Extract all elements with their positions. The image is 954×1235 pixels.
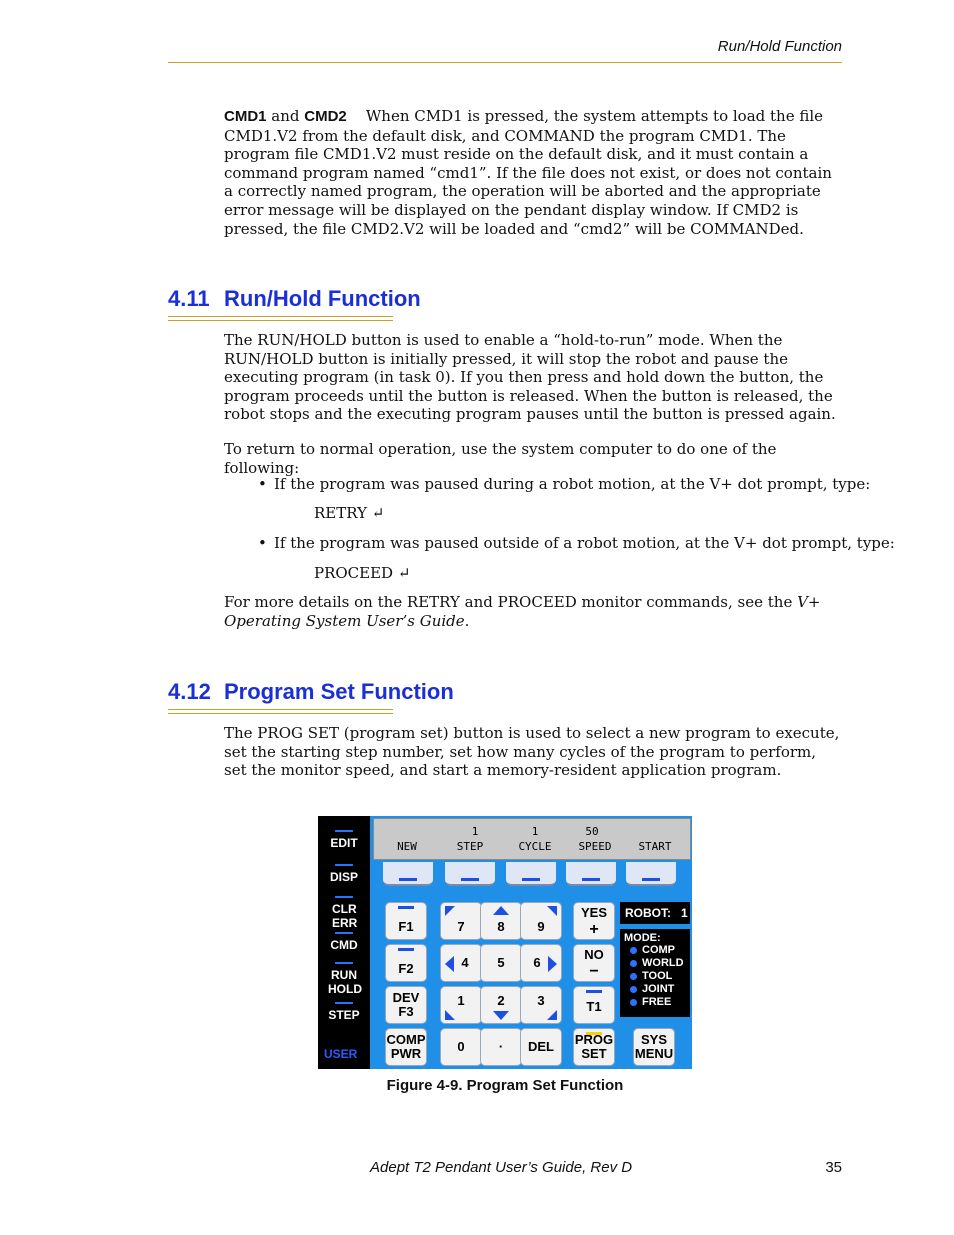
up-arrow-icon [493, 906, 509, 915]
mode-dot-icon [630, 947, 637, 954]
mode-dot-icon [630, 986, 637, 993]
key-9[interactable]: 9 [520, 902, 562, 940]
section-heading: Program Set Function [224, 679, 454, 704]
para-text: . [464, 611, 470, 630]
display-value: 1 [531, 825, 539, 838]
clr-err-key[interactable]: CLR ERR [318, 896, 370, 930]
bullet-text: If the program was paused outside of a robot motion, at the V+ dot prompt, type: [274, 534, 895, 552]
bullet: • [258, 534, 267, 552]
up-right-arrow-icon [547, 906, 557, 916]
user-label: USER [324, 1047, 358, 1061]
up-left-arrow-icon [445, 906, 455, 916]
comp-pwr-key[interactable]: COMP PWR [385, 1028, 427, 1066]
bullet: • [258, 475, 267, 493]
cmd1-label: CMD1 [224, 108, 267, 125]
key-0[interactable]: 0 [440, 1028, 482, 1066]
key-7[interactable]: 7 [440, 902, 482, 940]
key-6[interactable]: 6 [520, 944, 562, 982]
down-arrow-icon [493, 1011, 509, 1020]
cmd2-label: CMD2 [304, 108, 347, 125]
display-label: STEP [456, 840, 484, 853]
mode-dot-icon [630, 973, 637, 980]
yes-plus-key[interactable]: YES + [573, 902, 615, 940]
soft-key-5[interactable] [626, 862, 676, 886]
command-proceed: PROCEED ↵ [314, 564, 411, 582]
key-2[interactable]: 2 [480, 986, 522, 1024]
key-3[interactable]: 3 [520, 986, 562, 1024]
display-value: 50 [585, 825, 599, 838]
paragraph: To return to normal operation, use the system computer to do one of the following: [224, 440, 777, 477]
section-number: 4.12 [168, 679, 211, 704]
t1-key[interactable]: T1 [573, 986, 615, 1024]
mode-indicator [620, 929, 690, 1017]
soft-key-3[interactable] [506, 862, 556, 886]
paragraph: The PROG SET (program set) button is used to select a new program to execute, set the starting step number, set how many cycles of the program to perform, set the monitor speed, and start a memory-resident application program. [224, 724, 840, 780]
disp-key[interactable]: DISP [318, 864, 370, 884]
mode-free: FREE [624, 996, 690, 1009]
edit-key[interactable]: EDIT [318, 830, 370, 850]
pendant-display [373, 818, 691, 860]
header-rule [168, 62, 842, 63]
section-title-4-12 [168, 679, 454, 705]
cmd-paragraph [224, 107, 840, 238]
section-rule [168, 316, 393, 321]
mode-label: MODE: [624, 932, 661, 944]
robot-value: 1 [681, 906, 688, 920]
decimal-key[interactable]: · [480, 1028, 522, 1066]
f2-key[interactable]: F2 [385, 944, 427, 982]
pendant-figure [318, 816, 692, 1069]
step-key[interactable]: STEP [318, 1002, 370, 1022]
f1-key[interactable]: F1 [385, 902, 427, 940]
cmd-key[interactable]: CMD [318, 932, 370, 952]
guide-title: V+ Operating System User’s Guide [224, 593, 821, 630]
running-header: Run/Hold Function [717, 38, 842, 55]
robot-indicator [620, 902, 690, 924]
display-label: SPEED [578, 840, 612, 853]
key-5[interactable]: 5 [480, 944, 522, 982]
display-label: CYCLE [518, 840, 552, 853]
section-heading: Run/Hold Function [224, 286, 421, 311]
run-hold-key[interactable]: RUN HOLD [318, 962, 370, 996]
down-left-arrow-icon [445, 1010, 455, 1020]
section-title-4-11 [168, 286, 421, 312]
key-4[interactable]: 4 [440, 944, 482, 982]
dev-f3-key[interactable]: DEV F3 [385, 986, 427, 1024]
mode-dot-icon [630, 999, 637, 1006]
soft-key-4[interactable] [566, 862, 616, 886]
mode-joint: JOINT [624, 983, 690, 996]
key-1[interactable]: 1 [440, 986, 482, 1024]
prog-set-key[interactable]: PROG SET [573, 1028, 615, 1066]
section-rule [168, 709, 393, 714]
mode-dot-icon [630, 960, 637, 967]
mode-world: WORLD [624, 957, 690, 970]
cmd-and: and [266, 107, 305, 125]
command-retry: RETRY ↵ [314, 504, 385, 522]
mode-comp: COMP [624, 944, 690, 957]
figure-caption: Figure 4-9. Program Set Function [386, 1077, 624, 1094]
key-8[interactable]: 8 [480, 902, 522, 940]
down-right-arrow-icon [547, 1010, 557, 1020]
paragraph [224, 593, 840, 630]
bullet-text: If the program was paused during a robot motion, at the V+ dot prompt, type: [274, 475, 871, 493]
no-minus-key[interactable]: NO − [573, 944, 615, 982]
page-number: 35 [825, 1159, 842, 1176]
display-label: NEW [397, 840, 417, 853]
footer-title: Adept T2 Pendant User’s Guide, Rev D [370, 1159, 633, 1176]
para-text: For more details on the RETRY and PROCEED monitor commands, see the [224, 593, 798, 611]
mode-tool: TOOL [624, 970, 690, 983]
section-number: 4.11 [168, 286, 210, 311]
robot-label: ROBOT: [625, 906, 671, 920]
sys-menu-key[interactable]: SYS MENU [633, 1028, 675, 1066]
display-label: START [638, 840, 672, 853]
cmd-text: When CMD1 is pressed, the system attempts to load the file CMD1.V2 from the default disk, and COMMAND the program CMD1. The program file CMD1.V2 must reside on the default disk, and it must contain a command program named “cmd1”. If the file does not exist, or does not contain a correctly named program, the operation will be aborted and the appropriate error message will be displayed on the pendant display window. If CMD2 is pressed, the file CMD2.V2 will be loaded and “cmd2” will be COMMANDed. [224, 107, 832, 238]
pendant-sidebar [318, 816, 370, 1069]
soft-key-1[interactable] [383, 862, 433, 886]
display-value: 1 [471, 825, 479, 838]
del-key[interactable]: DEL [520, 1028, 562, 1066]
paragraph: The RUN/HOLD button is used to enable a “hold-to-run” mode. When the RUN/HOLD button is initially pressed, it will stop the robot and pause the executing program (in task 0). If you then press and hold down the button, the program proceeds until the button is released. When the button is released, the robot stops and the executing program pauses until the button is pressed again. [224, 331, 836, 424]
soft-key-2[interactable] [445, 862, 495, 886]
